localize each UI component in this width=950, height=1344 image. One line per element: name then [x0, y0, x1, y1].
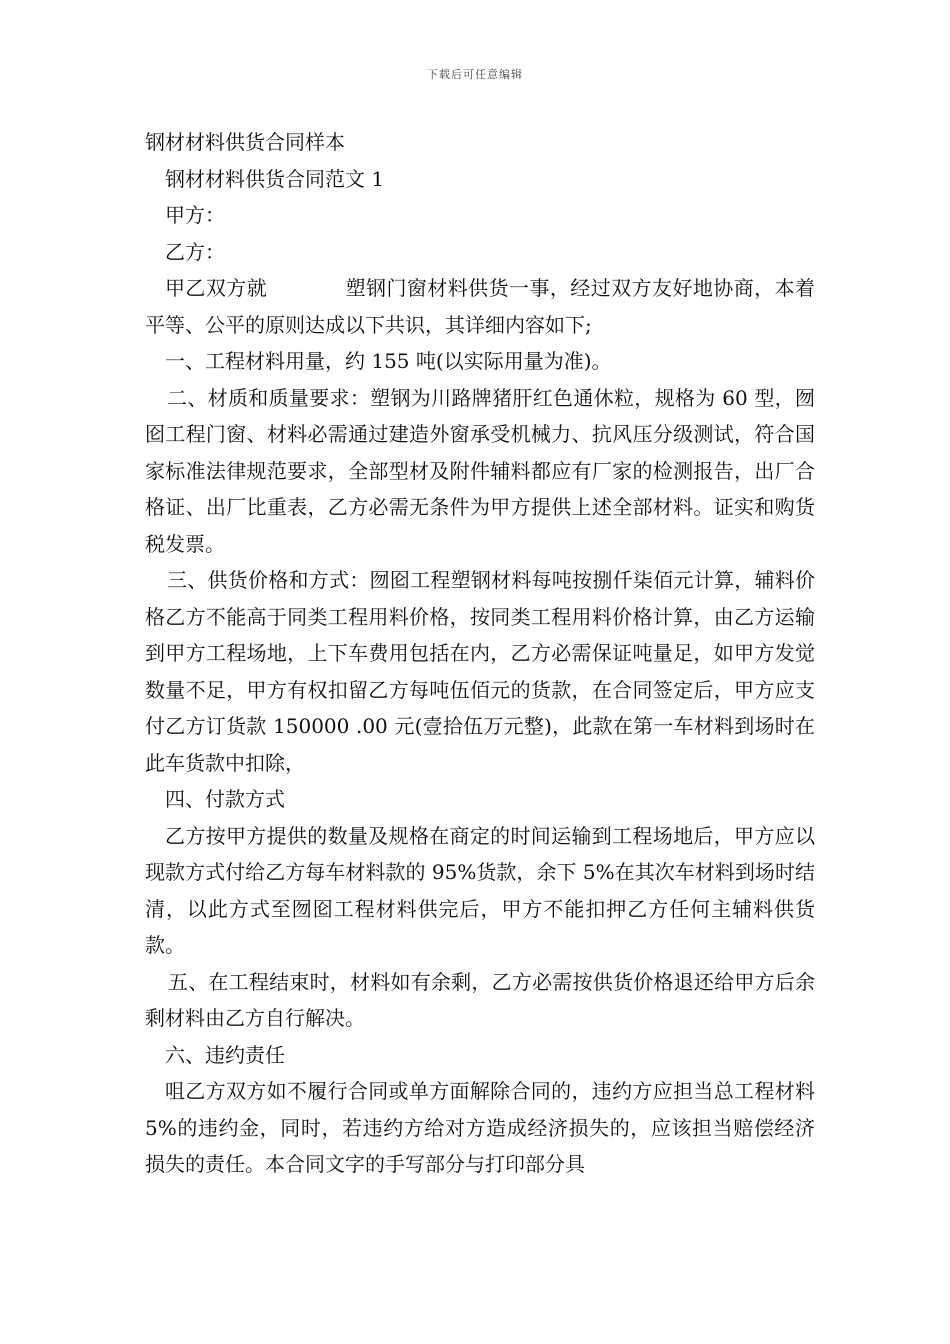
clause-5: 五、在工程结束时，材料如有余剩，乙方必需按供货价格退还给甲方后余剩材料由乙方自行解决。	[145, 969, 815, 1030]
document-subtitle: 钢材材料供货合同范文 1	[165, 166, 385, 191]
page-header-note: 下载后可任意编辑	[427, 68, 523, 81]
clause-2: 二、材质和质量要求：塑钢为川路牌猪肝红色通休粒，规格为 60 型，囫囵工程门窗、材料必需通过建造外窗承受机械力、抗风压分级测试，符合国家标准法律规范要求，全部型材及附件辅料都应有厂家的检测报告，出厂合格证、出厂比重表，乙方必需无条件为甲方提供上述全部材料。证实和购货税发票。	[145, 385, 815, 556]
clause-1: 一、工程材料用量，约 155 吨(以实际用量为准)。	[165, 349, 612, 373]
clause-4-title: 四、付款方式	[165, 787, 285, 811]
clause-6-title: 六、违约责任	[165, 1042, 285, 1067]
intro-text-a: 甲乙双方就	[165, 276, 268, 300]
intro-text-b: 塑钢门窗材料供货一事，经过双方友好地协商，本着平等、公平的原则达成以下共识，其详细内容如下;	[145, 276, 816, 337]
clause-6-body: 咀乙方双方如不履行合同或单方面解除合同的，违约方应担当总工程材料 5%的违约金，同时，若违约方给对方造成经济损失的，应该担当赔偿经济损失的责任。本合同文字的手写部分与打印部分具	[145, 1079, 815, 1176]
clause-4-body: 乙方按甲方提供的数量及规格在商定的时间运输到工程场地后，甲方应以现款方式付给乙方每车材料款的 95%货款，余下 5%在其次车材料到场时结清，以此方式至囫囵工程材料供完后，甲方不能扣押乙方任何主辅料供货款。	[145, 823, 815, 957]
intro-paragraph	[145, 270, 815, 343]
document-title: 钢材材料供货合同样本	[145, 130, 345, 154]
party-a-line: 甲方：	[165, 203, 225, 227]
clause-3: 三、供货价格和方式：囫囵工程塑钢材料每吨按捌仟柒佰元计算，辅料价格乙方不能高于同类工程用料价格，按同类工程用料价格计算，由乙方运输到甲方工程场地，上下车费用包括在内，乙方必需保证吨量足，如甲方发觉数量不足，甲方有权扣留乙方每吨伍佰元的货款，在合同签定后，甲方应支付乙方订货款 150000 .00 元(壹拾伍万元整)，此款在第一车材料到场时在此车货款中扣除，	[145, 568, 815, 775]
party-b-line: 乙方：	[165, 239, 225, 264]
document-body	[145, 124, 815, 1183]
